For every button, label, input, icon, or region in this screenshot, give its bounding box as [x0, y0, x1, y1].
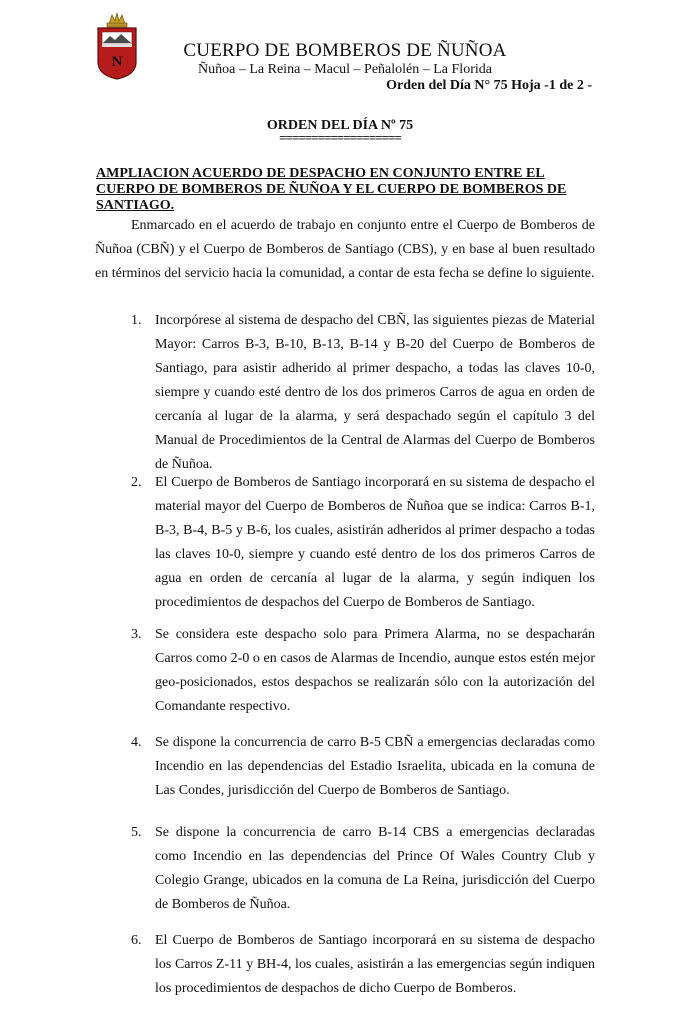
item-text: Se considera este despacho solo para Primera Alarma, no se despacharán Carros como 2-0 o en casos de Alarmas de Incendio, aunque estos estén mejor geo-posicionados, estos despachos se realizarán sólo con la autorización del Comandante respectivo.	[155, 627, 595, 714]
communes-line: Ñuñoa – La Reina – Macul – Peñalolén – La Florida	[198, 62, 492, 77]
list-item	[131, 731, 595, 803]
intro-paragraph: Enmarcado en el acuerdo de trabajo en conjunto entre el Cuerpo de Bomberos de Ñuñoa (CBÑ) y el Cuerpo de Bomberos de Santiago (CBS), y en base al buen resultado en términos del servicio hacia la comunidad, a contar de esta fecha se define lo siguiente.	[95, 218, 595, 281]
item-text: Incorpórese al sistema de despacho del CBÑ, las siguientes piezas de Material Mayor: Carros B-3, B-10, B-13, B-14 y B-20 del Cuerpo de Bomberos de Santiago, para asistir adherido al primer despacho, a todas las claves 10-0, siempre y cuando esté dentro de los dos primeros Carros de agua en orden de cercanía al lugar de la alarma, y será despachado según el capítulo 3 del Manual de Procedimientos de la Central de Alarmas del Cuerpo de Bomberos de Ñuñoa.	[155, 313, 595, 472]
order-reference: Orden del Día N° 75 Hoja -1 de 2 -	[386, 78, 592, 93]
fire-department-emblem	[94, 12, 140, 80]
item-number: 1.	[131, 313, 142, 328]
item-text: El Cuerpo de Bomberos de Santiago incorporará en su sistema de despacho los Carros Z-11 y BH-4, los cuales, asistirán a las emergencias según indiquen los procedimientos de despachos de dicho Cuerpo de Bomberos.	[155, 933, 595, 996]
item-number: 4.	[131, 735, 142, 750]
item-number: 5.	[131, 825, 142, 840]
title-separator: ===================	[279, 130, 401, 145]
item-text: El Cuerpo de Bomberos de Santiago incorporará en su sistema de despacho el material mayor del Cuerpo de Bomberos de Ñuñoa que se indica: Carros B-1, B-3, B-4, B-5 y B-6, los cuales, asistirán adheridos al primer despacho a todas las claves 10-0, siempre y cuando esté dentro de los dos primeros Carros de agua en orden de cercanía al lugar de la alarma, y según indiquen los procedimientos de despachos del Cuerpo de Bomberos de Santiago.	[155, 475, 595, 610]
emblem-letter: N	[111, 54, 123, 70]
organization-name: CUERPO DE BOMBEROS DE ÑUÑOA	[183, 40, 507, 61]
item-number: 3.	[131, 627, 142, 642]
letterhead	[150, 40, 540, 78]
item-text: Se dispone la concurrencia de carro B-5 CBÑ a emergencias declaradas como Incendio en las dependencias del Estadio Israelita, ubicada en la comuna de Las Condes, jurisdicción del Cuerpo de Bomberos de Santiago.	[155, 735, 595, 798]
item-text: Se dispone la concurrencia de carro B-14 CBS a emergencias declaradas como Incendio en las dependencias del Prince Of Wales Country Club y Colegio Grange, ubicados en la comuna de La Reina, jurisdicción del Cuerpo de Bomberos de Ñuñoa.	[155, 825, 595, 912]
list-item	[131, 821, 595, 917]
item-number: 6.	[131, 933, 142, 948]
list-item	[131, 309, 595, 477]
list-item	[131, 623, 595, 719]
document-subject: AMPLIACION ACUERDO DE DESPACHO EN CONJUNTO ENTRE EL CUERPO DE BOMBEROS DE ÑUÑOA Y EL CUERPO DE BOMBEROS DE SANTIAGO.	[96, 166, 567, 213]
item-number: 2.	[131, 475, 142, 490]
list-item	[131, 471, 595, 615]
document-title: ORDEN DEL DÍA Nº 75	[266, 118, 414, 133]
list-item	[131, 929, 595, 1001]
